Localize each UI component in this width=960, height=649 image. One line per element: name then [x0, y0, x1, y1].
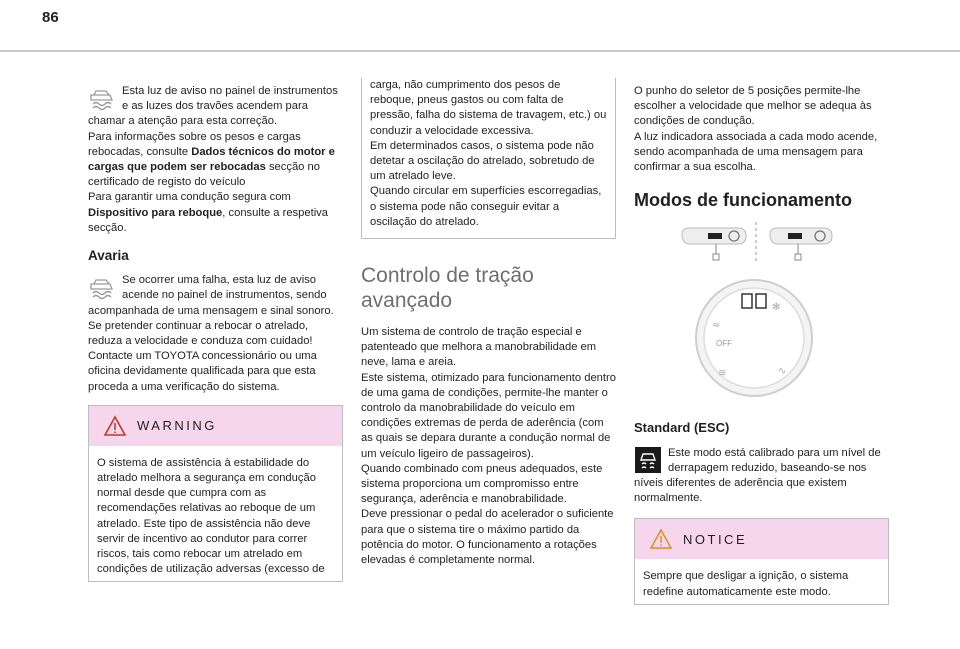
standard-block	[634, 446, 889, 507]
header-divider	[0, 50, 960, 52]
traction-text-3: Quando combinado com pneus adequados, este sistema proporciona um compromisso entre segurança, aderência e manobrabilidade.	[361, 462, 603, 506]
intro-text-1: Esta luz de aviso no painel de instrumentos e as luzes dos travões acendem para chamar a atenção para esta correção.	[88, 85, 338, 128]
esc-mode-icon	[634, 446, 662, 474]
mode-esc-off-icon: ≈	[712, 320, 721, 332]
notice-triangle-icon	[649, 528, 673, 550]
notice-title: NOTICE	[683, 531, 748, 547]
page-number: 86	[42, 9, 59, 26]
warning-text: O sistema de assistência à estabilidade do atrelado melhora a segurança em condução normal desde que cumpra com as recomendações relativas ao reboque de um atrelado. Este tipo de assistência não deve servir de incentivo ao condutor para correr riscos, tais como rebocar um atrelado em condições de utilização adversas (excesso de	[97, 456, 325, 576]
intro-text-3: Para garantir uma condução segura com Dispositivo para reboque, consulte a respetiva secção.	[88, 191, 328, 234]
intro-text-2: Para informações sobre os pesos e cargas rebocadas, consulte Dados técnicos do motor e cargas que podem ser rebocadas secção no certificado de registo do veículo	[88, 130, 335, 189]
selector-text-1: O punho do seletor de 5 posições permite-lhe escolher a velocidade que melhor se adequa às condições de condução.	[634, 85, 872, 128]
column-3	[634, 84, 889, 605]
dial-off-label: OFF	[716, 339, 732, 349]
warning-triangle-icon	[103, 415, 127, 437]
trailer-stability-warning-icon	[88, 84, 116, 112]
notice-header	[635, 519, 888, 559]
avaria-text-2: Se pretender continuar a rebocar o atrelado, reduza a velocidade e conduza com cuidado! Contacte um TOYOTA concessionário ou uma oficina devidamente qualificada para que esta proceda a uma verificação do sistema.	[88, 319, 317, 393]
warning-title: WARNING	[137, 418, 217, 434]
mode-sand-icon: ≋	[718, 368, 727, 380]
standard-heading: Standard (ESC)	[634, 420, 730, 436]
avaria-block	[88, 273, 343, 395]
selector-text-2: A luz indicadora associada a cada modo acende, sendo acompanhada de uma mensagem para confirmar a sua escolha.	[634, 130, 878, 174]
mode-selector-dial	[694, 276, 814, 400]
traction-text-1: Um sistema de controlo de tração especial e patenteado que melhora a manobrabilidade em neve, lama e areia.	[361, 326, 597, 369]
mode-snow-icon: ✻	[772, 302, 781, 314]
traction-text-2: Este sistema, otimizado para funcionamento dentro de uma gama de condições, permite-lhe manter o controlo da manobrabilidade do veículo em condições extremas de perda de aderência (com as quais se depara durante a condução normal de um veículo ligeiro de passageiros).	[361, 371, 616, 460]
warning-cont-text-2: Em determinados casos, o sistema pode não detetar a oscilação do atrelado, sobretudo de um atrelado leve.	[370, 139, 595, 183]
warning-box-continued	[361, 78, 616, 239]
column-2	[361, 78, 616, 568]
traction-text-4: Deve pressionar o pedal do acelerador o suficiente para que o sistema tire o máximo partido da potência do motor. O funcionamento a rotações elevadas é completamente normal.	[361, 508, 614, 567]
warning-box	[88, 405, 343, 583]
mode-mud-icon: ∿	[778, 366, 787, 378]
notice-text: Sempre que desligar a ignição, o sistema redefine automaticamente este modo.	[643, 570, 849, 598]
section-heading-traction: Controlo de tração avançado	[361, 264, 534, 313]
avaria-heading: Avaria	[88, 248, 129, 264]
console-diagram	[676, 218, 836, 268]
standard-text: Este modo está calibrado para um nível de derrapagem reduzido, baseando-se nos níveis diferentes de aderência que existem normalmente.	[634, 446, 881, 505]
trailer-stability-warning-icon	[88, 273, 116, 301]
warning-cont-text-3: Quando circular em superfícies escorregadias, o sistema pode não conseguir evitar a oscilação do atrelado.	[370, 185, 602, 228]
warning-header	[89, 406, 342, 446]
notice-box	[634, 518, 889, 604]
intro-block	[88, 84, 343, 236]
warning-cont-text-1: carga, não cumprimento dos pesos de reboque, pneus gastos ou com falta de pressão, falha do sistema de travagem, etc.) ou conduzir a velocidade excessiva.	[370, 79, 607, 137]
section-heading-modes: Modos de funcionamento	[634, 190, 852, 211]
avaria-text-1: Se ocorrer uma falha, esta luz de aviso acende no painel de instrumentos, sendo acompanhada de uma mensagem e sinal sonoro.	[88, 274, 334, 317]
column-1	[88, 84, 343, 582]
